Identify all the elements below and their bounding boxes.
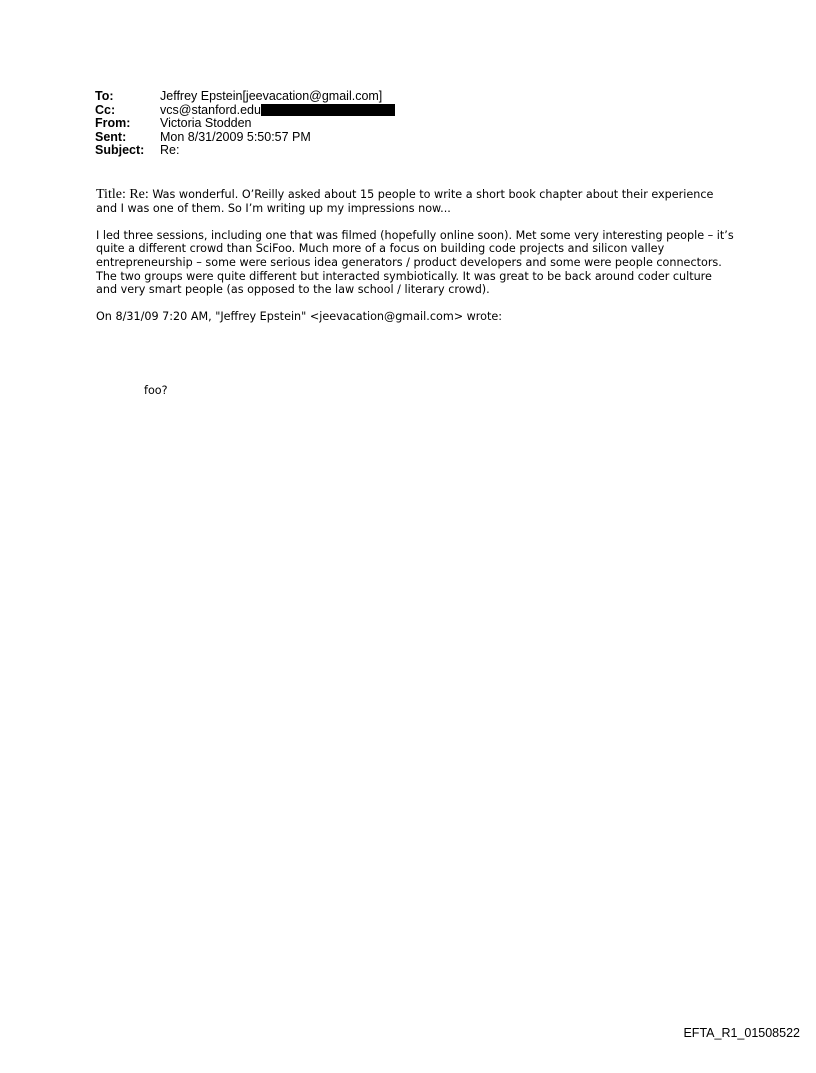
quoted-text: foo? [144, 384, 168, 397]
to-row [95, 90, 395, 104]
attribution-line: On 8/31/09 7:20 AM, "Jeffrey Epstein" <jeevacation@gmail.com> wrote: [96, 310, 503, 324]
cc-row [95, 104, 395, 118]
subject-value: Re: [160, 143, 180, 158]
sent-row [95, 131, 395, 145]
paragraph-1 [96, 188, 736, 215]
to-label: To: [95, 89, 114, 103]
title-label: Title: Re: [96, 187, 149, 202]
cc-label: Cc: [95, 102, 116, 117]
cc-value: vcs@stanford.edu [160, 102, 261, 117]
sent-label: Sent: [95, 129, 127, 144]
subject-row [95, 144, 395, 158]
from-value: Victoria Stodden [160, 116, 252, 131]
from-label: From: [95, 116, 131, 131]
paragraph-2: I led three sessions, including one that was filmed (hopefully online soon). Met some very interesting people – it’s quite a different crowd than SciFoo. Much more of a focus on building code projects and silicon valley entrepreneurship – some were serious idea generators / product developers and some were people connectors. The two groups were quite different but interacted symbiotically. It was great to be back around coder culture and very smart people (as opposed to the law school / literary crowd). [96, 228, 734, 297]
document-id: EFTA_R1_01508522 [683, 1026, 800, 1040]
from-row [95, 117, 395, 131]
to-value: Jeffrey Epstein[jeevacation@gmail.com] [160, 89, 383, 103]
email-body [96, 188, 736, 338]
email-header [95, 90, 395, 158]
paragraph-1-text: Was wonderful. O’Reilly asked about 15 people to write a short book chapter about their experience and I was one of them. So I’m writing up my impressions now... [96, 188, 714, 215]
redaction-box [261, 104, 395, 116]
subject-label: Subject: [95, 143, 145, 158]
sent-value: Mon 8/31/2009 5:50:57 PM [160, 129, 311, 144]
